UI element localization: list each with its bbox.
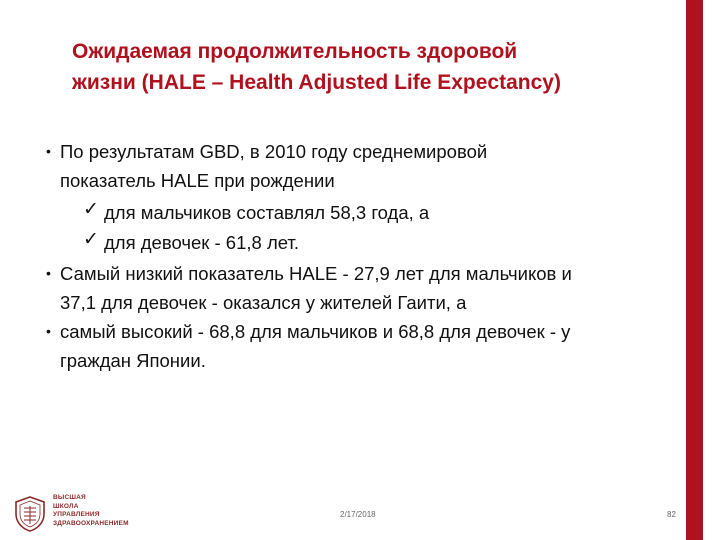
body-line-7: самый высокий - 68,8 для мальчиков и 68,8 для девочек - у [60, 321, 571, 342]
checkmark-icon: ✓ [83, 199, 99, 220]
body-line-1: По результатам GBD, в 2010 году среднемировой [60, 141, 488, 162]
slide-title [72, 36, 672, 98]
bullet-icon: • [46, 323, 51, 339]
page-number: 82 [667, 510, 676, 519]
body-line-5: Самый низкий показатель HALE - 27,9 лет для мальчиков и [60, 263, 572, 284]
body-line-8: граждан Японии. [60, 350, 206, 371]
slide-date: 2/17/2018 [340, 510, 376, 519]
bullet-icon: • [46, 143, 51, 159]
school-emblem-icon [13, 496, 47, 532]
bullet-icon: • [46, 265, 51, 281]
logo-line-3: УПРАВЛЕНИЯ [53, 511, 100, 518]
logo-line-2: ШКОЛА [53, 502, 79, 510]
school-logo [13, 494, 163, 534]
body-line-3: для мальчиков составлял 58,3 года, а [104, 202, 430, 223]
logo-line-1: ВЫСШАЯ [53, 494, 86, 501]
school-logo-text [53, 494, 129, 528]
title-line-2: жизни (HALE – Health Adjusted Life Expectancy) [72, 71, 561, 94]
title-line-1: Ожидаемая продолжительность здоровой [72, 40, 518, 63]
checkmark-icon: ✓ [83, 229, 99, 250]
body-line-2: показатель HALE при рождении [60, 170, 335, 191]
accent-bar [686, 0, 703, 540]
logo-line-4: ЗДРАВООХРАНЕНИЕМ [53, 519, 129, 527]
body-line-6: 37,1 для девочек - оказался у жителей Гаити, а [60, 292, 467, 313]
body-line-4: для девочек - 61,8 лет. [104, 232, 299, 253]
